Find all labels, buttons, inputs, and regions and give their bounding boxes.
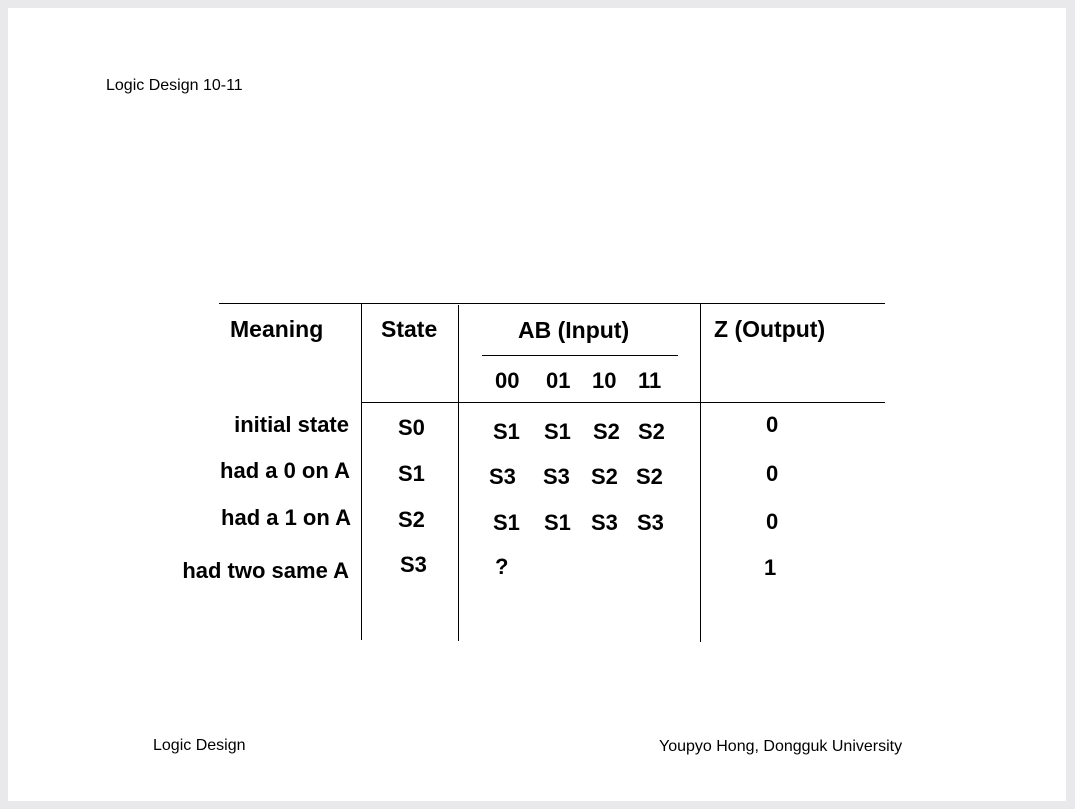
input-col-11: 11 [638, 368, 662, 393]
header-input: AB (Input) [518, 317, 630, 343]
input-col-10: 10 [592, 368, 617, 393]
row-1-next-11: S2 [636, 464, 663, 489]
row-0-next-00: S1 [493, 419, 520, 444]
column-divider-input-output [700, 303, 701, 642]
row-3-next-00: ? [495, 554, 509, 579]
header-bottom-rule [361, 402, 885, 403]
row-1-next-10: S2 [591, 464, 618, 489]
row-1-state: S1 [398, 461, 425, 486]
row-2-next-10: S3 [591, 510, 618, 535]
row-0-meaning: initial state [234, 412, 349, 437]
row-0-next-10: S2 [593, 419, 620, 444]
row-1-output: 0 [766, 461, 779, 486]
row-1-next-01: S3 [543, 464, 570, 489]
input-col-00: 00 [495, 368, 520, 393]
footer-right: Youpyo Hong, Dongguk University [659, 738, 903, 755]
row-2-next-11: S3 [637, 510, 664, 535]
input-header-rule [482, 355, 678, 356]
row-3-output: 1 [764, 555, 777, 580]
slide [8, 8, 1066, 801]
column-divider-state-input [458, 305, 459, 641]
row-2-state: S2 [398, 507, 425, 532]
row-2-next-00: S1 [493, 510, 520, 535]
row-0-state: S0 [398, 415, 425, 440]
row-1-meaning: had a 0 on A [220, 458, 350, 483]
row-2-output: 0 [766, 509, 779, 534]
row-0-output: 0 [766, 412, 779, 437]
row-2-meaning: had a 1 on A [221, 505, 351, 530]
row-3-state: S3 [400, 552, 427, 577]
table-top-rule [219, 303, 885, 304]
header-meaning: Meaning [230, 316, 324, 342]
slide-header: Logic Design 10-11 [106, 77, 243, 94]
row-2-next-01: S1 [544, 510, 571, 535]
row-3-meaning: had two same A [182, 558, 349, 583]
column-divider-meaning-state [361, 303, 362, 640]
row-0-next-01: S1 [544, 419, 571, 444]
footer-left: Logic Design [153, 737, 246, 754]
row-0-next-11: S2 [638, 419, 665, 444]
header-state: State [381, 316, 438, 342]
header-output: Z (Output) [714, 316, 826, 342]
input-col-01: 01 [546, 368, 571, 393]
row-1-next-00: S3 [489, 464, 516, 489]
